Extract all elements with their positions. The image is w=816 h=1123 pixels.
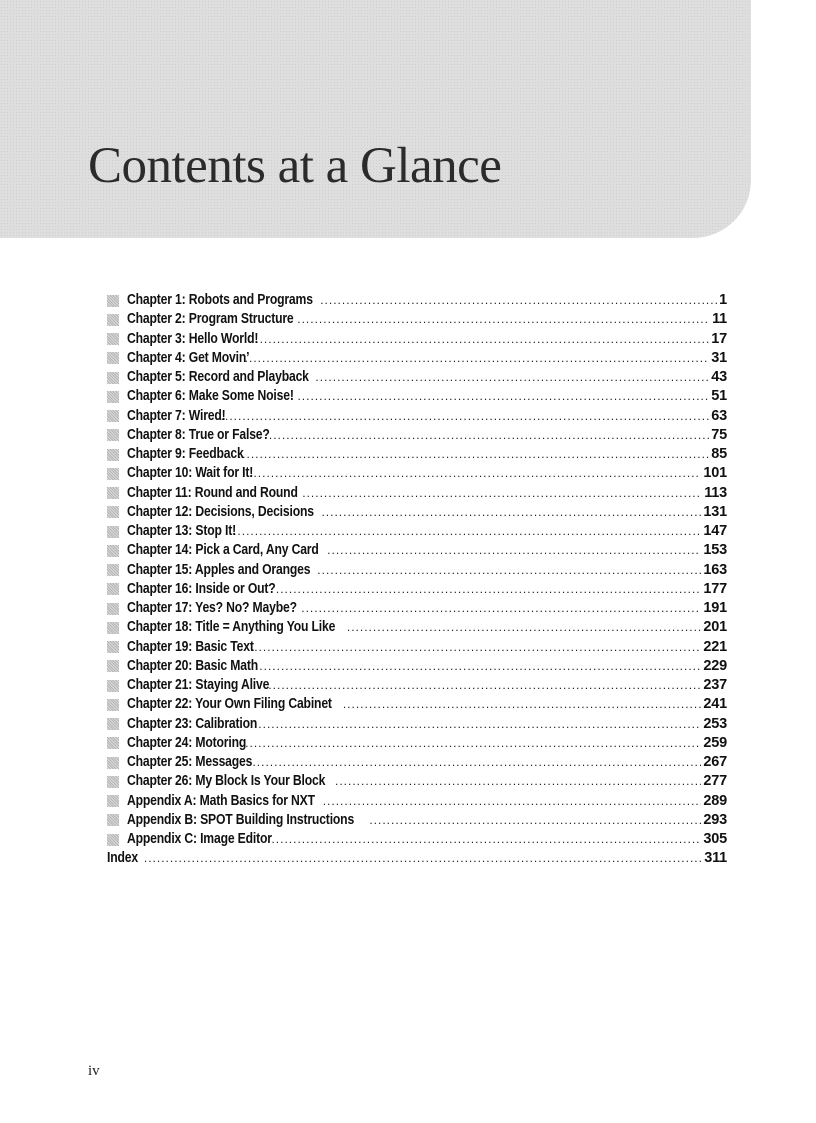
bullet-icon bbox=[107, 795, 119, 807]
toc-entry-page-number: 305 bbox=[703, 831, 727, 847]
bullet-icon bbox=[107, 545, 119, 557]
toc-entry[interactable] bbox=[107, 541, 727, 560]
toc-entry-page-number: 163 bbox=[703, 561, 727, 578]
dot-leader bbox=[269, 426, 709, 445]
dot-leader bbox=[301, 599, 701, 618]
toc-entry-label: Chapter 17: Yes? No? Maybe? bbox=[127, 600, 297, 616]
dot-leader bbox=[144, 849, 702, 868]
bullet-icon bbox=[107, 622, 119, 634]
toc-entry-label: Chapter 3: Hello World! bbox=[127, 330, 259, 347]
toc-entry-label: Chapter 11: Round and Round bbox=[127, 484, 298, 501]
toc-entry-label: Index bbox=[107, 850, 138, 867]
toc-entry-label: Chapter 26: My Block Is Your Block bbox=[127, 773, 326, 790]
dot-leader bbox=[297, 310, 710, 329]
toc-entry-label: Chapter 2: Program Structure bbox=[127, 311, 294, 328]
toc-entry-label: Chapter 24: Motoring bbox=[127, 734, 247, 751]
bullet-icon bbox=[107, 583, 119, 595]
bullet-icon bbox=[107, 737, 119, 749]
bullet-icon bbox=[107, 429, 119, 441]
dot-leader bbox=[216, 407, 709, 426]
toc-entry[interactable] bbox=[107, 830, 727, 849]
bullet-icon bbox=[107, 757, 119, 769]
toc-entry[interactable] bbox=[107, 849, 727, 868]
toc-entry-page-number: 75 bbox=[711, 426, 727, 443]
toc-entry-label: Chapter 1: Robots and Programs bbox=[127, 292, 313, 308]
toc-entry-page-number: 85 bbox=[711, 446, 727, 462]
bullet-icon bbox=[107, 834, 119, 846]
toc-entry[interactable] bbox=[107, 445, 727, 464]
dot-leader bbox=[347, 618, 702, 637]
toc-entry-page-number: 131 bbox=[703, 503, 727, 520]
toc-entry-page-number: 153 bbox=[703, 542, 727, 559]
dot-leader bbox=[255, 657, 701, 676]
toc-entry-label: Chapter 13: Stop It! bbox=[127, 523, 236, 539]
toc-entry[interactable] bbox=[107, 330, 727, 349]
toc-entry-label: Chapter 20: Basic Math bbox=[127, 657, 259, 674]
bullet-icon bbox=[107, 487, 119, 499]
toc-entry[interactable] bbox=[107, 426, 727, 445]
toc-entry[interactable] bbox=[107, 657, 727, 676]
header-band bbox=[0, 0, 751, 238]
toc-entry-label: Chapter 18: Title = Anything You Like bbox=[127, 619, 336, 636]
toc-entry[interactable] bbox=[107, 811, 727, 830]
toc-entry[interactable] bbox=[107, 561, 727, 580]
toc-entry-label: Chapter 15: Apples and Oranges bbox=[127, 561, 311, 578]
dot-leader bbox=[327, 541, 701, 560]
toc-entry[interactable] bbox=[107, 792, 727, 811]
toc-entry-label: Chapter 19: Basic Text bbox=[127, 638, 254, 655]
toc-entry-label: Chapter 23: Calibration bbox=[127, 715, 258, 732]
toc-entry[interactable] bbox=[107, 618, 727, 637]
bullet-icon bbox=[107, 718, 119, 730]
toc-entry-page-number: 259 bbox=[703, 734, 727, 751]
toc-entry[interactable] bbox=[107, 464, 727, 483]
toc-entry-label: Chapter 6: Make Some Noise! bbox=[127, 388, 294, 405]
toc-entry[interactable] bbox=[107, 349, 727, 368]
dot-leader bbox=[268, 676, 701, 695]
bullet-icon bbox=[107, 680, 119, 692]
toc-entry[interactable] bbox=[107, 676, 727, 695]
dot-leader bbox=[343, 695, 702, 714]
dot-leader bbox=[335, 772, 701, 791]
dot-leader bbox=[255, 330, 709, 349]
page-title: Contents at a Glance bbox=[88, 138, 502, 194]
dot-leader bbox=[238, 445, 709, 464]
toc-entry-label: Chapter 21: Staying Alive bbox=[127, 677, 270, 693]
toc-entry-page-number: 11 bbox=[712, 311, 727, 328]
toc-entry-page-number: 1 bbox=[719, 292, 727, 308]
toc-entry-page-number: 229 bbox=[703, 657, 727, 674]
toc-entry[interactable] bbox=[107, 407, 727, 426]
bullet-icon bbox=[107, 468, 119, 480]
table-of-contents bbox=[107, 291, 727, 869]
dot-leader bbox=[250, 638, 702, 657]
toc-entry[interactable] bbox=[107, 387, 727, 406]
bullet-icon bbox=[107, 506, 119, 518]
bullet-icon bbox=[107, 410, 119, 422]
toc-entry[interactable] bbox=[107, 772, 727, 791]
toc-entry-page-number: 43 bbox=[711, 369, 727, 385]
toc-entry[interactable] bbox=[107, 310, 727, 329]
page-number: iv bbox=[88, 1063, 100, 1079]
toc-entry-label: Appendix B: SPOT Building Instructions bbox=[127, 811, 355, 828]
toc-entry-label: Chapter 9: Feedback bbox=[127, 446, 244, 462]
toc-entry[interactable] bbox=[107, 291, 727, 310]
toc-entry-label: Chapter 10: Wait for It! bbox=[127, 465, 254, 482]
bullet-icon bbox=[107, 603, 119, 615]
toc-entry-label: Chapter 12: Decisions, Decisions bbox=[127, 503, 314, 520]
bullet-icon bbox=[107, 699, 119, 711]
dot-leader bbox=[323, 792, 702, 811]
toc-entry-page-number: 51 bbox=[711, 388, 727, 405]
toc-entry-page-number: 237 bbox=[703, 677, 727, 693]
dot-leader bbox=[297, 387, 709, 406]
toc-entry-page-number: 147 bbox=[703, 523, 727, 539]
bullet-icon bbox=[107, 372, 119, 384]
dot-leader bbox=[302, 484, 702, 503]
bullet-icon bbox=[107, 449, 119, 461]
toc-entry-label: Chapter 22: Your Own Filing Cabinet bbox=[127, 696, 332, 713]
toc-entry[interactable] bbox=[107, 368, 727, 387]
toc-entry-page-number: 277 bbox=[703, 773, 727, 790]
toc-entry-page-number: 293 bbox=[703, 811, 727, 828]
toc-entry-page-number: 267 bbox=[703, 754, 727, 770]
toc-entry-label: Chapter 25: Messages bbox=[127, 754, 253, 770]
toc-entry-page-number: 31 bbox=[711, 349, 727, 366]
toc-entry[interactable] bbox=[107, 734, 727, 753]
dot-leader bbox=[320, 291, 717, 310]
bullet-icon bbox=[107, 641, 119, 653]
toc-entry-label: Chapter 4: Get Movin’ bbox=[127, 349, 250, 366]
toc-entry-label: Chapter 5: Record and Playback bbox=[127, 369, 309, 385]
toc-entry-label: Chapter 8: True or False? bbox=[127, 426, 270, 443]
toc-entry[interactable] bbox=[107, 580, 727, 599]
toc-entry-page-number: 63 bbox=[711, 407, 727, 424]
dot-leader bbox=[254, 715, 701, 734]
dot-leader bbox=[229, 522, 702, 541]
bullet-icon bbox=[107, 660, 119, 672]
dot-leader bbox=[248, 753, 701, 772]
bullet-icon bbox=[107, 352, 119, 364]
toc-entry-page-number: 101 bbox=[703, 465, 727, 482]
toc-entry-page-number: 241 bbox=[703, 696, 727, 713]
toc-entry-page-number: 221 bbox=[703, 638, 727, 655]
toc-entry-page-number: 177 bbox=[703, 580, 727, 597]
toc-entry-page-number: 311 bbox=[704, 850, 727, 867]
dot-leader bbox=[276, 580, 702, 599]
dot-leader bbox=[271, 830, 701, 849]
bullet-icon bbox=[107, 391, 119, 403]
toc-entry[interactable] bbox=[107, 522, 727, 541]
toc-entry-label: Appendix C: Image Editor bbox=[127, 831, 272, 847]
toc-entry-page-number: 289 bbox=[703, 792, 727, 809]
toc-entry-label: Chapter 7: Wired! bbox=[127, 407, 226, 424]
toc-entry[interactable] bbox=[107, 715, 727, 734]
bullet-icon bbox=[107, 526, 119, 538]
toc-entry-page-number: 191 bbox=[703, 600, 727, 616]
dot-leader bbox=[317, 561, 701, 580]
dot-leader bbox=[241, 734, 702, 753]
toc-entry[interactable] bbox=[107, 503, 727, 522]
bullet-icon bbox=[107, 814, 119, 826]
toc-entry-label: Chapter 16: Inside or Out? bbox=[127, 580, 276, 597]
toc-entry[interactable] bbox=[107, 753, 727, 772]
toc-entry-page-number: 201 bbox=[703, 619, 727, 636]
toc-entry-page-number: 113 bbox=[704, 484, 727, 501]
toc-entry[interactable] bbox=[107, 695, 727, 714]
bullet-icon bbox=[107, 333, 119, 345]
bullet-icon bbox=[107, 776, 119, 788]
toc-entry-label: Appendix A: Math Basics for NXT bbox=[127, 792, 315, 809]
dot-leader bbox=[249, 464, 701, 483]
toc-entry-page-number: 253 bbox=[703, 715, 727, 732]
toc-entry[interactable] bbox=[107, 599, 727, 618]
dot-leader bbox=[369, 811, 701, 830]
toc-entry[interactable] bbox=[107, 638, 727, 657]
dot-leader bbox=[321, 503, 701, 522]
bullet-icon bbox=[107, 564, 119, 576]
toc-entry-label: Chapter 14: Pick a Card, Any Card bbox=[127, 542, 319, 559]
bullet-icon bbox=[107, 314, 119, 326]
toc-entry[interactable] bbox=[107, 484, 727, 503]
bullet-icon bbox=[107, 295, 119, 307]
toc-entry-page-number: 17 bbox=[711, 330, 727, 347]
dot-leader bbox=[315, 368, 709, 387]
dot-leader bbox=[245, 349, 710, 368]
